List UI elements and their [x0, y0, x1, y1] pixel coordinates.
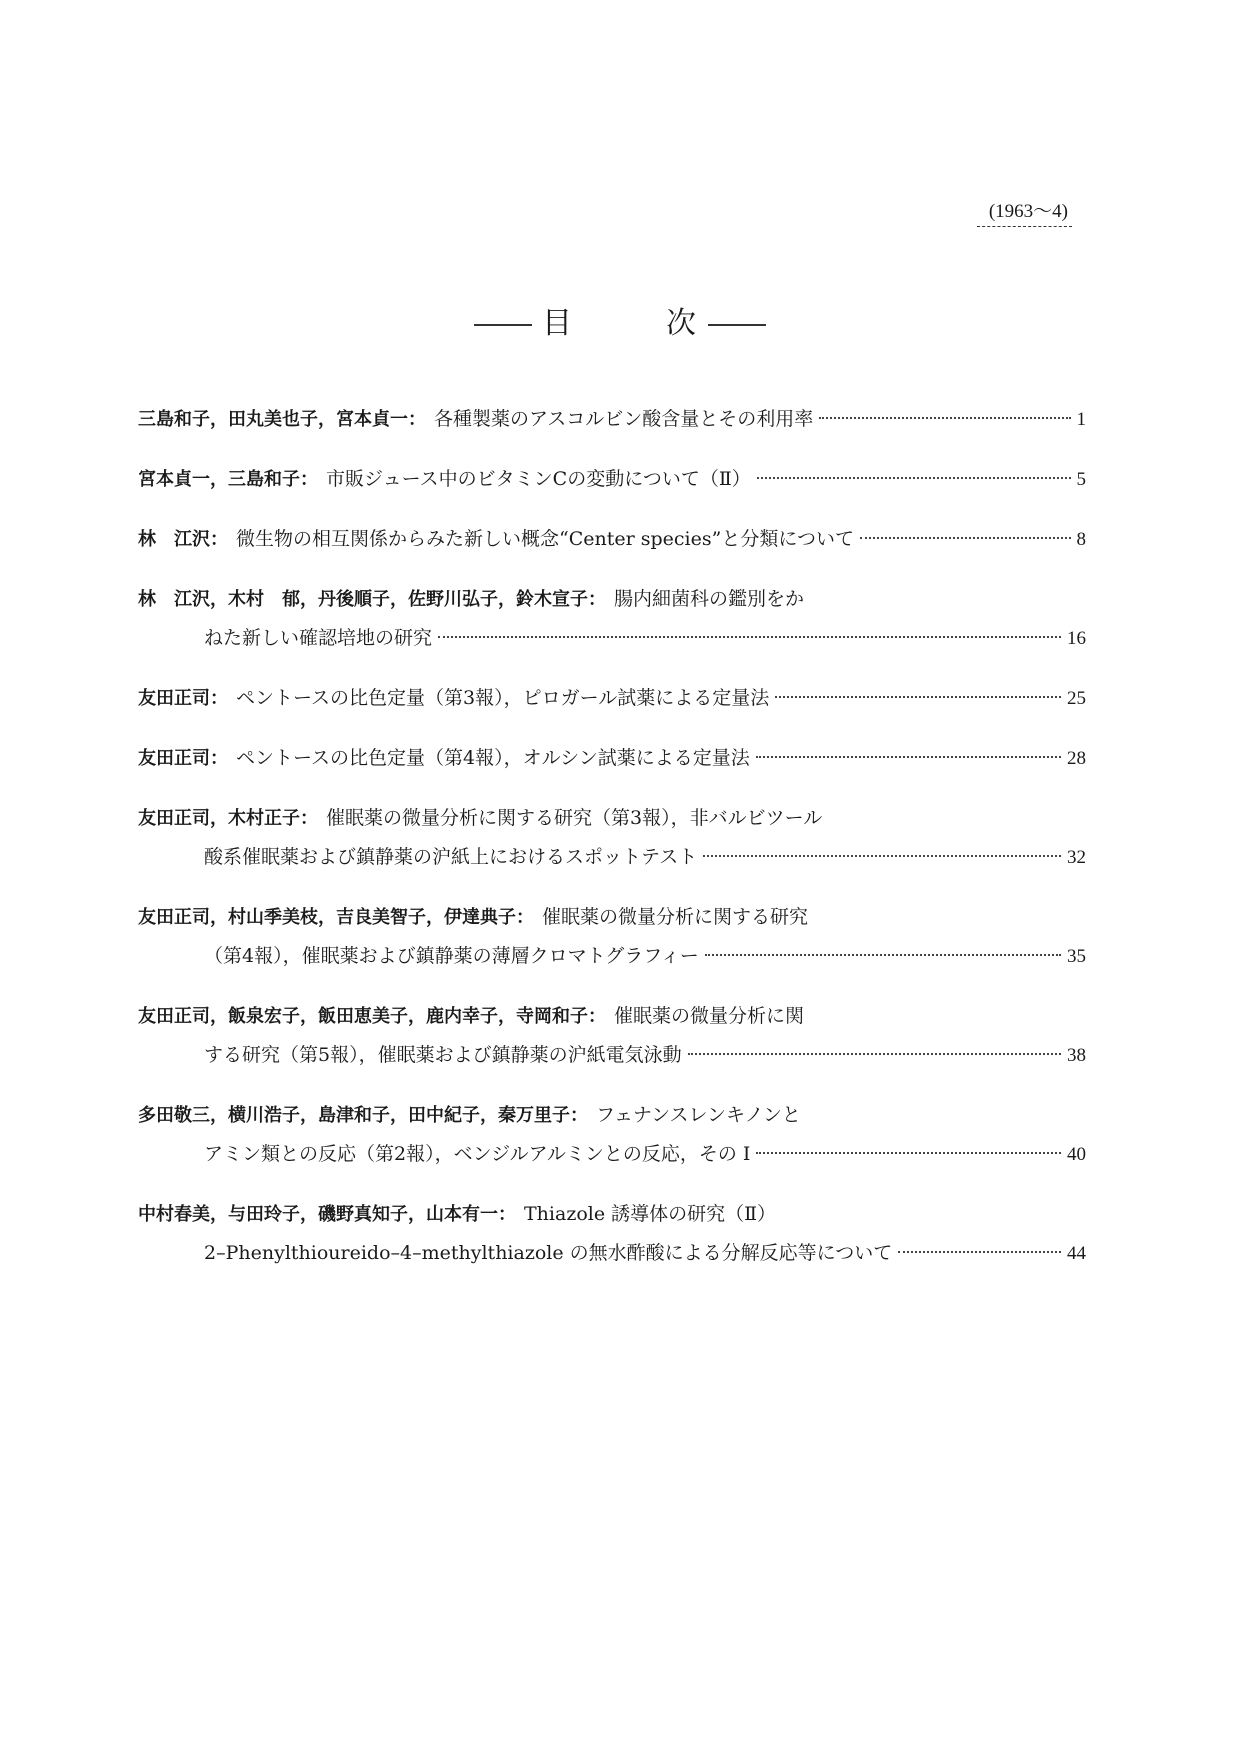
entry-title-continued: （第4報），催眠薬および鎮静薬の薄層クロマトグラフィー: [204, 945, 699, 967]
dot-leader: [756, 756, 1061, 758]
entry-page: 38: [1067, 1045, 1086, 1066]
entry-title: 催眠薬の微量分析に関する研究: [542, 906, 809, 928]
title-char-right: 次: [666, 306, 698, 341]
toc-entry: [138, 739, 1086, 778]
entry-title: Thiazole 誘導体の研究（Ⅱ）: [524, 1203, 777, 1225]
dot-leader: [757, 477, 1071, 479]
toc-entry: [138, 460, 1086, 499]
entry-page: 16: [1067, 628, 1086, 649]
entry-title: 催眠薬の微量分析に関: [614, 1005, 805, 1027]
entry-authors: 友田正司：: [138, 748, 228, 769]
entry-page: 40: [1067, 1144, 1086, 1165]
dot-leader: [860, 537, 1071, 539]
toc-entry: [138, 997, 1086, 1075]
entry-title: 市販ジュース中のビタミンCの変動について（Ⅱ）: [326, 468, 751, 490]
entry-title: 微生物の相互関係からみた新しい概念“Center species”と分類について: [236, 528, 854, 550]
entry-title-continued: アミン類との反応（第2報），ベンジルアルミンとの反応，その I: [204, 1143, 751, 1165]
title-rule-left: [474, 324, 532, 326]
entry-title-continued: する研究（第5報），催眠薬および鎮静薬の沪紙電気泳動: [204, 1044, 682, 1066]
toc-entry: [138, 1195, 1086, 1273]
entry-title-continued: ねた新しい確認培地の研究: [204, 627, 433, 649]
entry-title-continued: 酸系催眠薬および鎮静薬の沪紙上におけるスポットテスト: [204, 846, 698, 868]
entry-authors: 友田正司，村山季美枝，吉良美智子，伊達典子：: [138, 907, 534, 928]
toc-entry: [138, 679, 1086, 718]
entry-authors: 友田正司，飯泉宏子，飯田恵美子，鹿内幸子，寺岡和子：: [138, 1006, 606, 1027]
page-title: [0, 298, 1240, 342]
entry-page: 25: [1067, 688, 1086, 709]
dot-leader: [756, 1152, 1061, 1154]
dot-leader: [898, 1251, 1061, 1253]
dot-leader: [819, 417, 1070, 419]
toc-entry: [138, 580, 1086, 658]
entry-title: ペントースの比色定量（第3報），ピロガール試薬による定量法: [236, 687, 770, 709]
entry-page: 28: [1067, 748, 1086, 769]
title-rule-right: [708, 324, 766, 326]
toc-entry: [138, 400, 1086, 439]
entry-title: フェナンスレンキノンと: [596, 1104, 801, 1126]
entry-authors: 多田敬三，横川浩子，島津和子，田中紀子，秦万里子：: [138, 1105, 588, 1126]
entry-authors: 中村春美，与田玲子，磯野真知子，山本有一：: [138, 1204, 516, 1225]
toc-entry: [138, 799, 1086, 877]
entry-authors: 三島和子，田丸美也子，宮本貞一：: [138, 409, 426, 430]
entry-authors: 林 江沢：: [138, 529, 228, 550]
table-of-contents: [138, 400, 1086, 1294]
entry-page: 1: [1076, 409, 1086, 430]
title-char-left: 目: [542, 306, 574, 341]
entry-authors: 友田正司，木村正子：: [138, 808, 318, 829]
dot-leader: [775, 696, 1061, 698]
entry-title-continued: 2–Phenylthioureido–4–methylthiazole の無水酢酸による分解反応等について: [204, 1242, 893, 1264]
toc-entry: [138, 898, 1086, 976]
entry-page: 44: [1067, 1243, 1086, 1264]
entry-title: 腸内細菌科の鑑別をか: [614, 588, 805, 610]
dot-leader: [688, 1053, 1061, 1055]
entry-authors: 友田正司：: [138, 688, 228, 709]
entry-authors: 林 江沢，木村 郁，丹後順子，佐野川弘子，鈴木宣子：: [138, 589, 606, 610]
entry-title: ペントースの比色定量（第4報），オルシン試薬による定量法: [236, 747, 750, 769]
toc-entry: [138, 1096, 1086, 1174]
entry-authors: 宮本貞一，三島和子：: [138, 469, 318, 490]
dot-leader: [703, 855, 1061, 857]
entry-page: 32: [1067, 847, 1086, 868]
entry-title: 催眠薬の微量分析に関する研究（第3報），非バルビツール: [326, 807, 823, 829]
entry-title: 各種製薬のアスコルビン酸含量とその利用率: [434, 408, 814, 430]
dot-leader: [705, 954, 1061, 956]
issue-number: (1963～4): [977, 196, 1072, 227]
entry-page: 35: [1067, 946, 1086, 967]
entry-page: 8: [1076, 529, 1086, 550]
dot-leader: [438, 636, 1061, 638]
entry-page: 5: [1076, 469, 1086, 490]
toc-entry: [138, 520, 1086, 559]
